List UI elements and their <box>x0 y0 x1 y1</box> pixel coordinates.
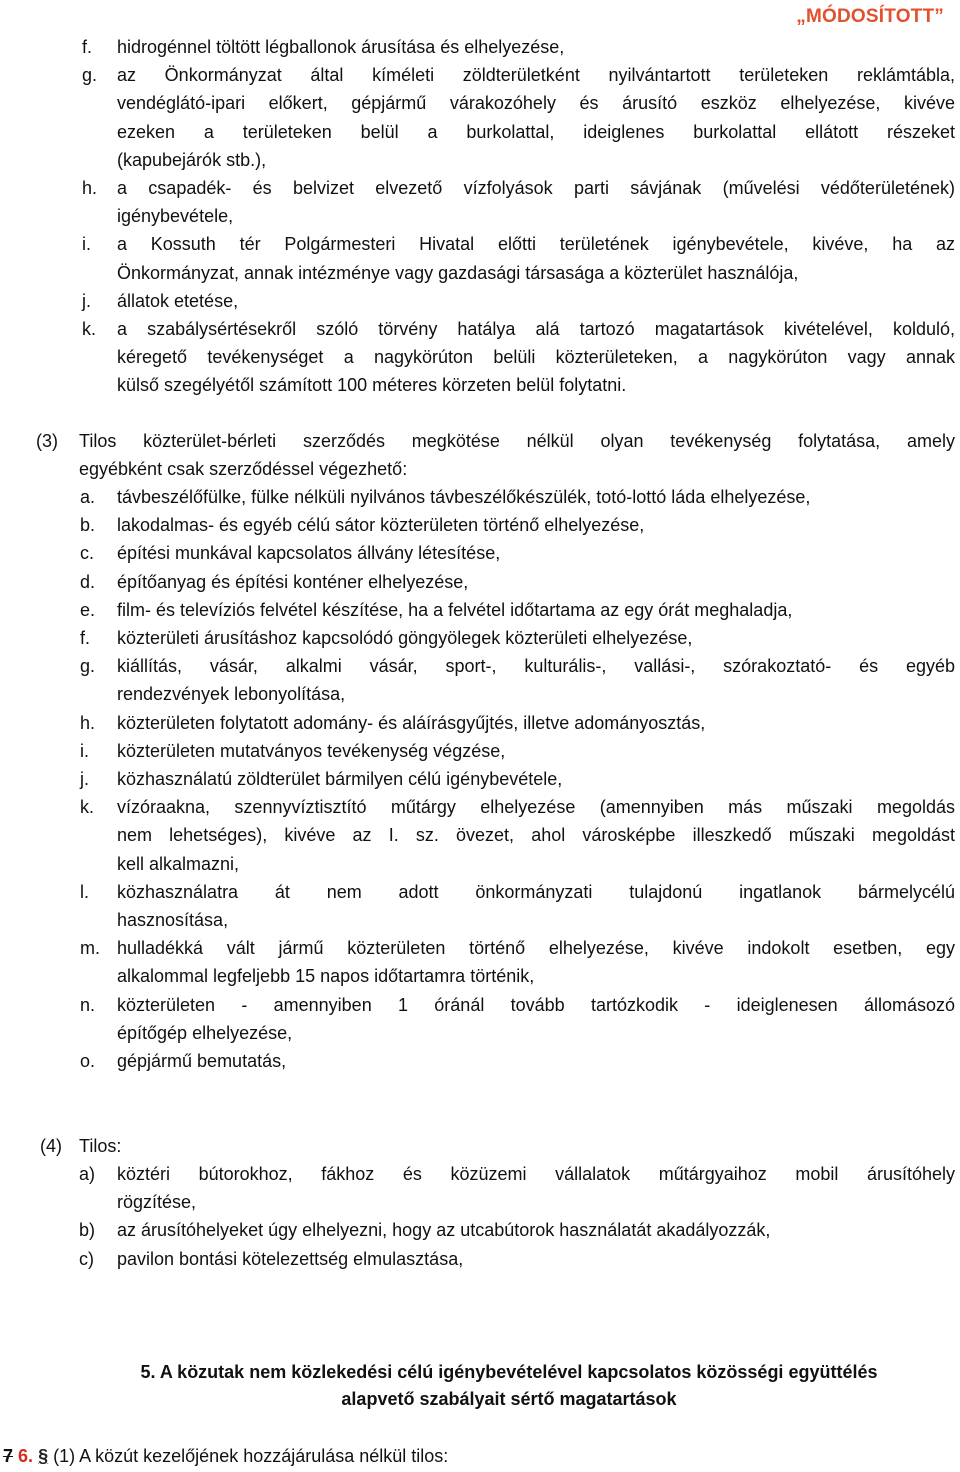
list-item-label: d. <box>80 571 96 592</box>
paragraph-number: (3) <box>36 431 58 451</box>
paragraph-text: Tilos közterület-bérleti szerződés megkötése nélkül olyan tevékenység folytatása, amely <box>79 431 955 451</box>
list-item-text: a csapadék- és belvizet elvezető vízfolyások parti sávjának (művelési védőterületének) <box>117 178 955 198</box>
list-item-label: o. <box>80 1051 96 1071</box>
section-heading-line-2: alapvető szabályait sértő magatartások <box>341 1389 677 1409</box>
list-item-text: közterületen folytatott adomány- és aláírásgyűjtés, illetve adományosztás, <box>117 712 706 733</box>
list-item-text: kiállítás, vásár, alkalmi vásár, sport-, kulturális-, vallási-, szórakoztató- és egyéb <box>117 656 955 677</box>
list-item-label: g. <box>82 65 98 86</box>
list-item-label: l. <box>80 881 89 902</box>
list-item-text: a szabálysértésekről szóló törvény hatálya alá tartozó magatartások kivételével, kolduló, <box>117 319 955 339</box>
list-item-text: vízóraakna, szennyvíztisztító műtárgy elhelyezése (amennyiben más műszaki megoldás <box>117 797 955 818</box>
list-item-label: k. <box>82 319 97 339</box>
list-item-text: állatok etetése, <box>117 290 239 311</box>
list-item-text: közhasználatra át nem adott önkormányzati tulajdonú ingatlanok bármelycélú <box>117 881 955 902</box>
list-item-label: b) <box>79 1220 96 1241</box>
list-item-text: külső szegélyétől számított 100 méteres körzeten belül folytatni. <box>117 375 627 396</box>
list-item-text: rögzítése, <box>117 1192 197 1213</box>
list-item-label: f. <box>82 37 93 57</box>
list-item-label: h. <box>82 178 98 198</box>
paragraph-number: (4) <box>40 1136 62 1156</box>
list-item-label: n. <box>80 994 96 1015</box>
list-item-text: hulladékká vált jármű közterületen történő elhelyezése, kivéve indokolt esetben, egy <box>117 938 955 959</box>
footer-text: (1) A közút kezelőjének hozzájárulása nélkül tilos: <box>53 1446 449 1466</box>
list-item-text: (kapubejárók stb.), <box>117 149 267 170</box>
list-item-text: közterületen - amennyiben 1 óránál tovább tartózkodik - ideiglenesen állomásozó <box>117 994 955 1015</box>
list-item-text: Önkormányzat, annak intézménye vagy gazdasági társasága a közterület használója, <box>117 262 799 283</box>
list-item-label: k. <box>80 797 95 818</box>
list-item-text: az árusítóhelyeket úgy elhelyezni, hogy az utcabútorok használatát akadályozzák, <box>117 1220 771 1241</box>
list-item-text: film- és televíziós felvétel készítése, ha a felvétel időtartama az egy órát meghaladja, <box>117 599 793 620</box>
list-item-text: kell alkalmazni, <box>117 853 240 874</box>
list-item-label: a) <box>79 1164 96 1184</box>
list-item-text: lakodalmas- és egyéb célú sátor közterületen történő elhelyezése, <box>117 515 645 536</box>
list-item-text: közterületen mutatványos tevékenység végzése, <box>117 740 506 761</box>
list-item-label: m. <box>80 938 100 959</box>
list-item-label: j. <box>82 290 91 311</box>
list-item-text: alkalommal legfeljebb 15 napos időtartamra történik, <box>117 966 535 987</box>
list-item-text: építési munkával kapcsolatos állvány létesítése, <box>117 543 501 564</box>
list-item-label: b. <box>80 515 96 536</box>
list-item-text: ezeken a területeken belül a burkolattal, ideiglenes burkolattal ellátott részeket <box>117 121 955 142</box>
list-item-text: az Önkormányzat által kíméleti zöldterületként nyilvántartott területeken reklámtábla, <box>117 65 955 86</box>
footer-paragraph <box>3 1445 448 1467</box>
list-item-text: hidrogénnel töltött légballonok árusítása és elhelyezése, <box>117 37 565 57</box>
list-item-label: e. <box>80 599 96 620</box>
old-paragraph-number: 7 <box>3 1446 14 1466</box>
list-item-label: f. <box>80 628 91 648</box>
list-item-label: c) <box>79 1248 94 1269</box>
list-item-text: a Kossuth tér Polgármesteri Hivatal előtti területének igénybevétele, kivéve, ha az <box>117 234 955 255</box>
section-heading <box>0 1361 960 1410</box>
paragraph-text: Tilos: <box>79 1136 122 1156</box>
list-item-text: gépjármű bemutatás, <box>117 1051 287 1071</box>
list-item-label: i. <box>80 740 89 761</box>
section-sign: § <box>38 1446 49 1466</box>
list-item-text: igénybevétele, <box>117 206 234 227</box>
list-item-text: pavilon bontási kötelezettség elmulasztása, <box>117 1248 464 1269</box>
list-item-text: építőgép elhelyezése, <box>117 1022 293 1043</box>
new-paragraph-number: 6. <box>18 1446 34 1466</box>
list-item-label: h. <box>80 712 96 733</box>
section-heading-line-1: 5. A közutak nem közlekedési célú igénybevételével kapcsolatos közösségi együttélés <box>140 1362 878 1382</box>
list-item-text: vendéglátó-ipari előkert, gépjármű várakozóhely és árusító eszköz elhelyezése, kivéve <box>117 93 955 114</box>
list-item-text: rendezvények lebonyolítása, <box>117 684 346 705</box>
list-item-text: köztéri bútorokhoz, fákhoz és közüzemi vállalatok műtárgyaihoz mobil árusítóhely <box>117 1164 955 1184</box>
list-item-text: közterületi árusításhoz kapcsolódó göngyölegek közterületi elhelyezése, <box>117 628 693 648</box>
list-item-text: nem lehetséges), kivéve az I. sz. övezet, ahol városképbe illeszkedő műszaki megoldást <box>117 825 955 846</box>
list-item-label: c. <box>80 543 95 564</box>
list-item-label: g. <box>80 656 96 677</box>
list-item-text: közhasználatú zöldterület bármilyen célú igénybevétele, <box>117 769 563 789</box>
modified-stamp: „MÓDOSÍTOTT” <box>796 6 944 27</box>
list-item-text: építőanyag és építési konténer elhelyezése, <box>117 571 469 592</box>
list-item-label: a. <box>80 487 96 507</box>
list-item-text: kéregető tevékenységet a nagykörúton belüli közterületeken, a nagykörúton vagy annak <box>117 347 955 368</box>
list-item-label: j. <box>80 769 89 789</box>
paragraph-text: egyébként csak szerződéssel végezhető: <box>79 459 408 480</box>
list-item-text: hasznosítása, <box>117 910 229 930</box>
list-item-text: távbeszélőfülke, fülke nélküli nyilvános távbeszélőkészülék, totó-lottó láda elhelyezése, <box>117 487 811 507</box>
list-item-label: i. <box>82 234 91 255</box>
